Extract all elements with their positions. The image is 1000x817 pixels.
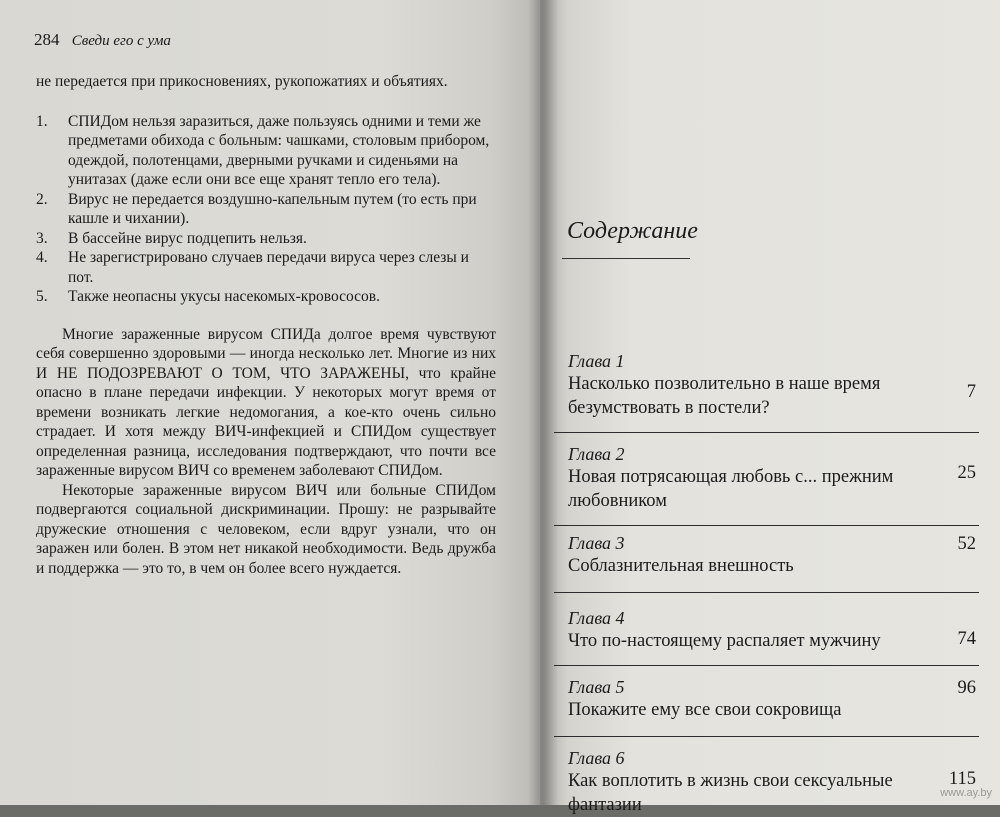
running-title: Сведи его с ума [71, 33, 171, 49]
list-number: 3. [36, 229, 48, 247]
table-of-contents [568, 350, 976, 817]
list-number: 5. [36, 288, 48, 305]
toc-page-number: 52 [957, 534, 976, 554]
toc-chapter-title: Как воплотить в жизнь свои сексуальные фантазии [568, 771, 893, 815]
toc-chapter-label: Глава 6 [568, 748, 625, 768]
toc-page-number: 25 [957, 463, 976, 483]
toc-chapter-label: Глава 3 [568, 533, 625, 553]
paragraph-1: Многие зараженные вирусом СПИДа долгое время чувствуют себя совершенно здоровыми — иногда несколько лет. Многие из них И НЕ ПОДОЗРЕВАЮТ О ТОМ, ЧТО ЗАРАЖЕНЫ, что крайне опасно в плане передачи инфекции. У некоторых могут время от времени возникать легкие недомогания, а кое-кто очень сильно страдает. И хотя между ВИЧ-инфекцией и СПИДом существует определенная разница, исследования подтверждают, что почти все зараженные вирусом ВИЧ со временем заболевают СПИДом. [36, 325, 496, 479]
toc-page-number: 7 [966, 382, 976, 402]
toc-chapter-label: Глава 1 [568, 351, 625, 371]
toc-heading: Содержание [567, 218, 698, 244]
toc-page-number: 74 [957, 629, 976, 649]
list-number: 2. [36, 190, 48, 208]
left-page-body [36, 72, 496, 578]
list-item [36, 190, 496, 229]
toc-divider [554, 736, 979, 737]
toc-chapter-label: Глава 2 [568, 444, 625, 464]
toc-chapter-title: Новая потрясающая любовь с... прежним любовником [568, 467, 894, 511]
list-number: 4. [36, 249, 48, 266]
toc-chapter-title: Что по-настоящему распаляет мужчину [568, 631, 881, 651]
list-item [36, 248, 496, 287]
list-text: В бассейне вирус подцепить нельзя. [68, 229, 307, 247]
paragraph-2: Некоторые зараженные вирусом ВИЧ или больные СПИДом подвергаются социальной дискриминации. Прошу: не разрывайте дружеские отношения с человеком, если вдруг узнали, что он заражен или болен. В этом нет никакой необходимости. Ведь дружба и поддержка — это то, в чем он более всего нуждается. [36, 481, 496, 577]
toc-chapter-title: Насколько позволительно в наше время безумствовать в постели? [568, 374, 881, 418]
toc-chapter-label: Глава 4 [568, 608, 625, 628]
lead-text: не передается при прикосновениях, рукопожатиях и объятиях. [36, 73, 448, 90]
list-item [36, 287, 496, 307]
list-text: Не зарегистрировано случаев передачи вируса через слезы и пот. [68, 249, 469, 286]
list-text: СПИДом нельзя заразиться, даже пользуясь одними и теми же предметами обихода с больным: чашками, столовым прибором, одеждой, полотенцами, дверными ручками и сиденьями на унитазах (даже если они все еще хранят тепло его тела). [68, 112, 490, 188]
toc-divider [554, 525, 979, 526]
toc-divider [554, 432, 979, 433]
list-text: Также неопасны укусы насекомых-кровососов. [68, 288, 380, 305]
toc-page-number: 115 [948, 769, 976, 789]
facts-list [36, 112, 496, 307]
running-head [34, 30, 171, 50]
toc-chapter-label: Глава 5 [568, 677, 625, 697]
watermark: www.ay.by [940, 787, 992, 799]
toc-divider [554, 592, 979, 593]
list-item [36, 229, 496, 249]
toc-entry [568, 532, 976, 578]
list-text: Вирус не передается воздушно-капельным путем (то есть при кашле и чихании). [68, 190, 477, 227]
toc-entry [568, 443, 976, 513]
toc-page-number: 96 [957, 678, 976, 698]
book-gutter [528, 0, 558, 805]
toc-heading-rule [562, 258, 690, 259]
list-number: 1. [36, 112, 48, 130]
page-number: 284 [34, 30, 60, 49]
toc-chapter-title: Покажите ему все свои сокровища [568, 700, 842, 720]
toc-entry [568, 607, 976, 653]
list-item [36, 112, 496, 190]
toc-chapter-title: Соблазнительная внешность [568, 556, 794, 576]
toc-entry [568, 676, 976, 722]
toc-entry [568, 747, 976, 817]
toc-entry [568, 350, 976, 420]
toc-divider [554, 665, 979, 666]
